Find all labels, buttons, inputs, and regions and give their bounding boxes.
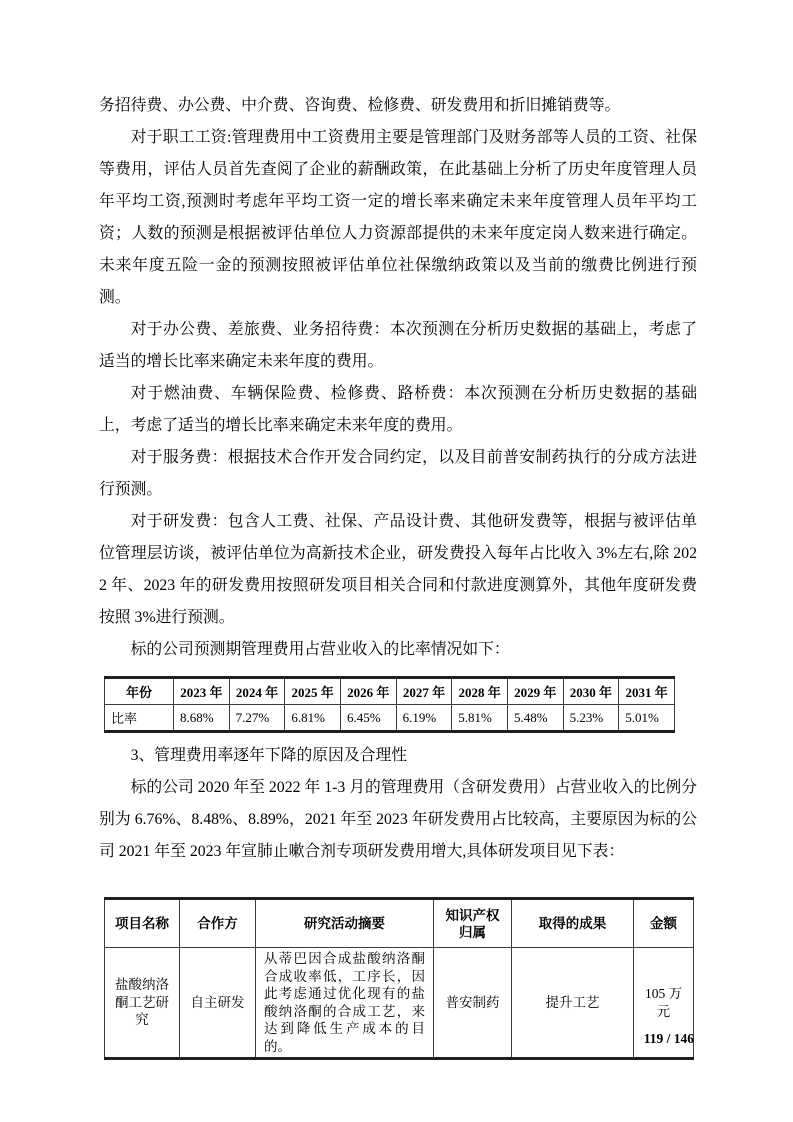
ratio-table-header-2031: 2031 年: [619, 678, 675, 705]
rd-table-header-project: 项目名称: [105, 899, 180, 948]
ratio-table-value-2024: 7.27%: [229, 705, 285, 732]
ratio-table-header-2025: 2025 年: [285, 678, 341, 705]
ratio-table-header-2028: 2028 年: [452, 678, 508, 705]
page-number: 119 / 146: [643, 1031, 694, 1046]
rd-table-cell-project: 盐酸纳洛酮工艺研究: [105, 948, 180, 1059]
paragraph-fuel-expense: 对于燃油费、车辆保险费、检修费、路桥费：本次预测在分析历史数据的基础上，考虑了适当的增长比率来确定未来年度的费用。: [99, 385, 697, 434]
rd-table-cell-partner: 自主研发: [180, 948, 256, 1059]
ratio-table-header-2030: 2030 年: [563, 678, 619, 705]
paragraph-table-lead-in: 标的公司预测期管理费用占营业收入的比率情况如下：: [130, 641, 510, 658]
section-heading: 3、管理费用率逐年下降的原因及合理性: [130, 747, 408, 764]
ratio-table-header-2029: 2029 年: [507, 678, 563, 705]
rd-table-header-amount: 金额: [634, 899, 694, 948]
ratio-table-header-2023: 2023 年: [174, 678, 230, 705]
section-paragraph: 标的公司 2020 年至 2022 年 1-3 月的管理费用（含研发费用）占营业收入的比例分别为 6.76%、8.48%、8.89%，2021 年至 2023 年研发费用占比较高，主要原因为标的公司 2021 年至 2023 年宣肺止嗽合剂专项研发费用增大,具体研发项目见下表：: [99, 779, 697, 860]
ratio-table-header-row: [105, 678, 675, 705]
rd-table-cell-ip-owner: 普安制药: [434, 948, 512, 1059]
ratio-table-value-2026: 6.45%: [340, 705, 396, 732]
management-expense-ratio-table: [104, 676, 675, 733]
paragraph-continuation: 务招待费、办公费、中介费、咨询费、检修费、研发费用和折旧摊销费等。: [99, 97, 621, 114]
rd-table-cell-achievement: 提升工艺: [512, 948, 634, 1059]
ratio-table-value-row: [105, 705, 675, 732]
ratio-table-value-2027: 6.19%: [396, 705, 452, 732]
rd-table-header-achievement: 取得的成果: [512, 899, 634, 948]
ratio-table-value-2023: 8.68%: [174, 705, 230, 732]
rd-table-header-summary: 研究活动摘要: [256, 899, 434, 948]
ratio-table-value-2028: 5.81%: [452, 705, 508, 732]
paragraph-staff-salary: 对于职工工资:管理费用中工资费用主要是管理部门及财务部等人员的工资、社保等费用，评估人员首先查阅了企业的薪酬政策，在此基础上分析了历史年度管理人员年平均工资,预测时考虑年平均工资一定的增长率来确定未来年度管理人员年平均工资；人数的预测是根据被评估单位人力资源部提供的未来年度定岗人数来进行确定。未来年度五险一金的预测按照被评估单位社保缴纳政策以及当前的缴费比例进行预测。: [99, 129, 697, 306]
ratio-table-value-2030: 5.23%: [563, 705, 619, 732]
ratio-table-header-2024: 2024 年: [229, 678, 285, 705]
ratio-table-value-2031: 5.01%: [619, 705, 675, 732]
rd-table-cell-amount: 105 万元: [634, 948, 694, 1059]
ratio-table-row-label: 比率: [105, 705, 174, 732]
rd-table-header-ip-owner: 知识产权归属: [434, 899, 512, 948]
ratio-table-value-2029: 5.48%: [507, 705, 563, 732]
ratio-table-value-2025: 6.81%: [285, 705, 341, 732]
body-text-block: [99, 90, 697, 666]
rd-table-cell-summary: 从蒂巴因合成盐酸纳洛酮合成收率低，工序长，因此考虑通过优化现有的盐酸纳洛酮的合成工艺，来达到降低生产成本的目的。: [256, 948, 434, 1059]
paragraph-rnd-expense: 对于研发费：包含人工费、社保、产品设计费、其他研发费等，根据与被评估单位管理层访谈，被评估单位为高新技术企业，研发费投入每年占比收入 3%左右,除 2022 年、2023 年的研发费用按照研发项目相关合同和付款进度测算外，其他年度研发费按照 3%进行预测。: [99, 513, 697, 626]
ratio-table-header-year: 年份: [105, 678, 174, 705]
rd-table-header-partner: 合作方: [180, 899, 256, 948]
section-3-block: [99, 740, 697, 868]
paragraph-office-expense: 对于办公费、差旅费、业务招待费：本次预测在分析历史数据的基础上，考虑了适当的增长比率来确定未来年度的费用。: [99, 321, 697, 370]
ratio-table-header-2027: 2027 年: [396, 678, 452, 705]
paragraph-service-fee: 对于服务费：根据技术合作开发合同约定，以及目前普安制药执行的分成方法进行预测。: [99, 449, 697, 498]
ratio-table-header-2026: 2026 年: [340, 678, 396, 705]
rd-table-header-row: [105, 899, 694, 948]
